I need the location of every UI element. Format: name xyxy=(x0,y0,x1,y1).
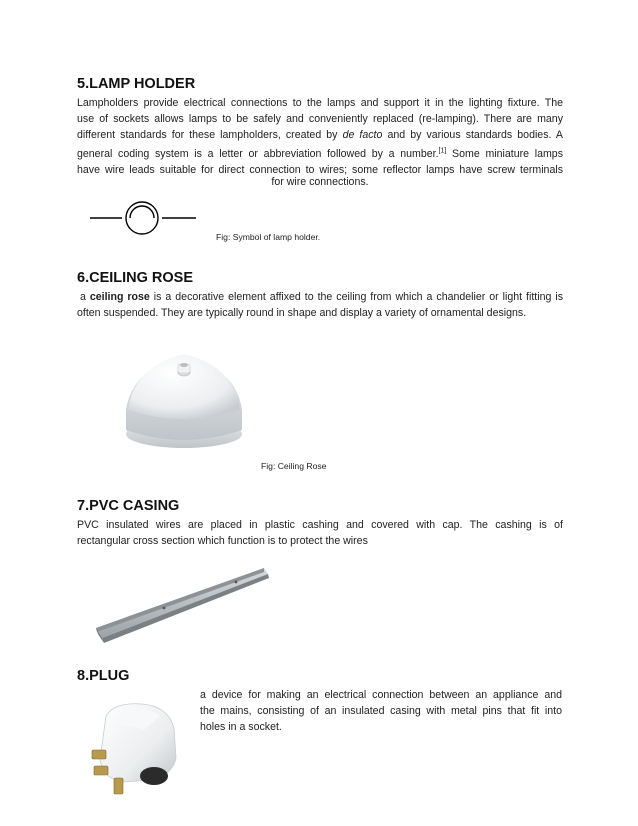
paragraph-line-centered: for wire connections. xyxy=(271,176,369,188)
text-run: is a decorative element affixed to the ceiling from which a chandelier or light fitting is xyxy=(153,291,563,303)
paragraph-line xyxy=(77,127,563,143)
pvc-casing-paragraph xyxy=(77,517,563,549)
text-run: a xyxy=(80,291,86,303)
paragraph-line: often suspended. They are typically round in shape and display a variety of ornamental designs. xyxy=(77,307,527,319)
lamp-holder-symbol xyxy=(88,198,198,238)
text-run: Some miniature lamps xyxy=(452,148,563,160)
ceiling-rose-paragraph xyxy=(77,289,563,321)
text-run: and by various standards bodies. A xyxy=(387,129,563,141)
plug-image xyxy=(84,694,194,798)
pvc-casing-heading: 7.PVC CASING xyxy=(77,498,180,514)
paragraph-line: PVC insulated wires are placed in plastic cashing and covered with cap. The cashing is of xyxy=(77,519,563,531)
plug-heading: 8.PLUG xyxy=(77,668,130,684)
plug-paragraph xyxy=(200,687,562,735)
text-run: different standards for these lampholders, created by xyxy=(77,129,338,141)
paragraph-line: rectangular cross section which function is to protect the wires xyxy=(77,535,368,547)
paragraph-line: have wire leads suitable for direct connection to wires; some reflector lamps have screw terminals xyxy=(77,164,563,176)
lamp-holder-caption: Fig: Symbol of lamp holder. xyxy=(216,232,321,242)
citation-link[interactable]: [1] xyxy=(438,147,447,155)
paragraph-line: use of sockets allows lamps to be safely and conveniently replaced (re-lamping). There are many xyxy=(77,113,563,125)
bold-term: ceiling rose xyxy=(89,291,150,303)
paragraph-line: the mains, consisting of an insulated casing with metal pins that fit into xyxy=(200,705,562,717)
paragraph-line xyxy=(77,146,563,162)
text-run: general coding system is a letter or abbreviation followed by a number. xyxy=(77,148,439,160)
lamp-holder-heading: 5.LAMP HOLDER xyxy=(77,76,196,92)
paragraph-line: Lampholders provide electrical connections to the lamps and support it in the lighting fixture. The xyxy=(77,97,563,109)
paragraph-line xyxy=(77,289,563,305)
lamp-holder-paragraph xyxy=(77,95,563,178)
ceiling-rose-caption: Fig: Ceiling Rose xyxy=(261,461,327,471)
paragraph-line: a device for making an electrical connection between an appliance and xyxy=(200,689,562,701)
paragraph-line: holes in a socket. xyxy=(200,721,282,733)
ceiling-rose-heading: 6.CEILING ROSE xyxy=(77,270,194,286)
ceiling-rose-image xyxy=(120,338,250,456)
italic-term: de facto xyxy=(342,129,383,141)
pvc-casing-image xyxy=(92,558,272,652)
